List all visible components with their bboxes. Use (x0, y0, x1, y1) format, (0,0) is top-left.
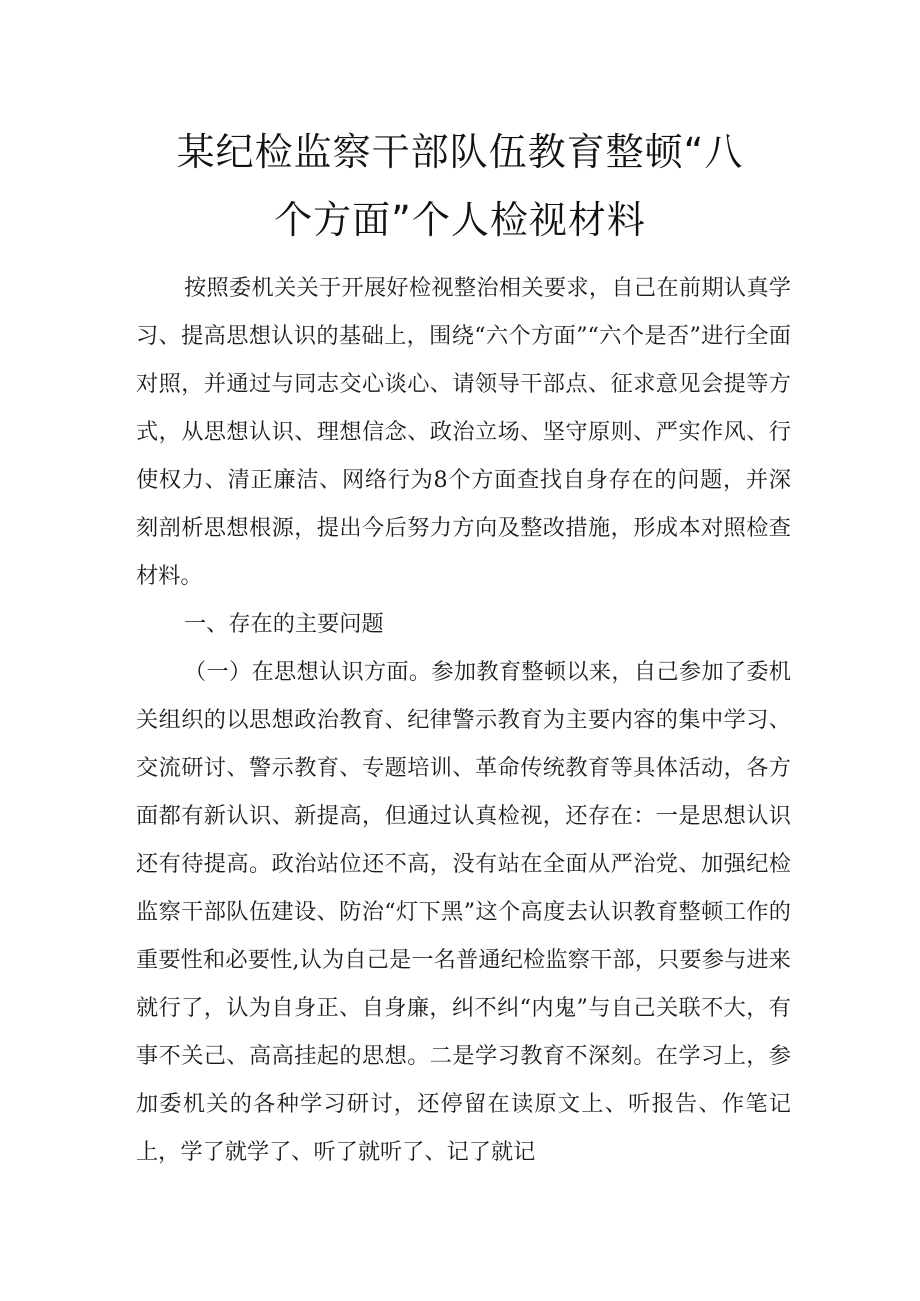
document-title-line-1: 某纪检监察干部队伍教育整顿“八 (176, 130, 744, 174)
document-title-line-2: 个方面”个人检视材料 (274, 198, 646, 242)
document-body (136, 264, 791, 1176)
section-heading: 一、存在的主要问题 (184, 611, 384, 637)
section-1-1-paragraph: （一）在思想认识方面。参加教育整顿以来，自己参加了委机关组织的以思想政治教育、纪律警示教育为主要内容的集中学习、交流研讨、警示教育、专题培训、革命传统教育等具体活动，各方面都有新认识、新提高，但通过认真检视，还存在：一是思想认识还有待提高。政治站位还不高，没有站在全面从严治党、加强纪检监察干部队伍建设、防治“灯下黑”这个高度去认识教育整顿工作的重要性和必要性,认为自己是一名普通纪检监察干部，只要参与进来就行了，认为自身正、自身廉，纠不纠“内鬼”与自己关联不大，有事不关己、高高挂起的思想。二是学习教育不深刻。在学习上，参加委机关的各种学习研讨，还停留在读原文上、听报告、作笔记上，学了就学了、听了就听了、记了就记 (136, 659, 791, 1165)
intro-paragraph: 按照委机关关于开展好检视整治相关要求，自己在前期认真学习、提高思想认识的基础上，围绕“六个方面”“六个是否”进行全面对照，并通过与同志交心谈心、请领导干部点、征求意见会提等方式，从思想认识、理想信念、政治立场、坚守原则、严实作风、行使权力、清正廉洁、网络行为8个方面查找自身存在的问题，并深刻剖析思想根源，提出今后努力方向及整改措施，形成本对照检查材料。 (136, 275, 791, 589)
